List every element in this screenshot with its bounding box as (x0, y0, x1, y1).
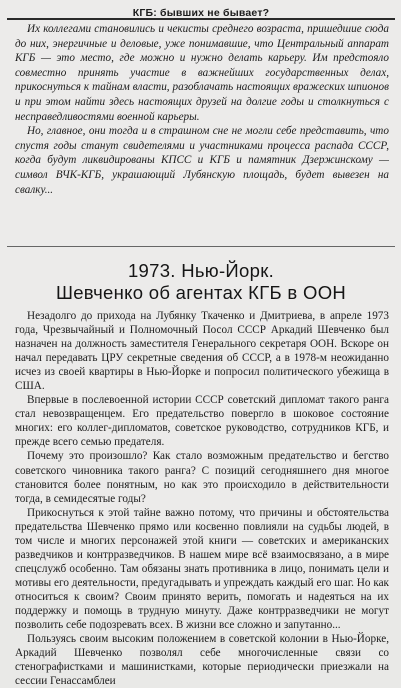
running-title: КГБ: бывших не бывает? (132, 7, 270, 19)
chapter-title-line-1: 1973. Нью-Йорк. (127, 260, 275, 281)
body-paragraph: Незадолго до прихода на Лубянку Ткаченко и Дмитриева, в апреле 1973 года, Чрезвычайный и Полномочный Посол СССР Аркадий Шевченко был назначен на должность заместителя Генерального секретаря ООН. Вскоре он начал передавать ЦРУ секретные сведения об СССР, а в 1978-м неожиданно исчез из своей квартиры в Нью-Йорке и попросил политического убежища в США. (15, 310, 389, 393)
section-divider (7, 246, 395, 247)
chapter-body (15, 309, 389, 688)
chapter-title-line-2: Шевченко об агентах КГБ в ООН (55, 282, 347, 303)
body-paragraph: Впервые в послевоенной истории СССР советский дипломат такого ранга стал невозвращенцем. Его предательство повергло в шоковое состояние многих: его коллег-дипломатов, советское руководство, сотрудников КГБ, и прежде всего семью предателя. (15, 394, 389, 449)
body-paragraph: Пользуясь своим высоким положением в советской колонии в Нью-Йорке, Аркадий Шевченко позволял себе многочисленные связи со стенографистками и машинистками, которые периодически приезжали на сессии Генассамблеи (15, 633, 389, 688)
chapter-title (10, 260, 392, 304)
body-paragraph: Почему это произошло? Как стало возможным предательство и бегство советского чиновника такого ранга? С позиций сегодняшнего дня многое становится более понятным, но как это происходило в действительности тогда, в семидесятые годы? (15, 450, 389, 505)
excerpt-paragraph: Но, главное, они тогда и в страшном сне не могли себе представить, что спустя годы станут свидетелями и участниками процесса распада СССР, когда будут ликвидированы КПСС и КГБ и памятник Дзержинскому — символ ВЧК-КГБ, украшающий Лубянскую площадь, будет вывезен на свалку... (15, 125, 389, 196)
body-paragraph: Прикоснуться к этой тайне важно потому, что причины и обстоятельства предательства Шевченко прямо или косвенно повлияли на судьбы людей, в том числе и многих персонажей этой книги — советских и американских разведчиков и контрразведчиков. В нашем мире всё взаимосвязано, а в мире спецслужб особенно. Там обязаны знать противника в лицо, понимать цели и мотивы его деятельности, предугадывать и упреждать каждый его шаг. Но как относиться к своим? Своим принято верить, помогать и надеяться на их поддержку и помощь в трудную минуту. Даже контрразведчики не могут позволить себе подозревать всех. В жизни все сложно и запутанно... (15, 506, 389, 632)
running-header (7, 3, 395, 20)
excerpt-paragraph: Их коллегами становились и чекисты среднего возраста, пришедшие сюда до них, энергичные и деловые, уже понимавшие, что Центральный аппарат КГБ — это место, где можно и нужно делать карьеру. Им предстояло совместно принять участие в важнейших государственных делах, прикоснуться к тайнам власти, разоблачать настоящих вражеских шпионов и при этом найти здесь настоящих друзей на долгие годы и столкнуться с несправедливостями военной карьеры. (15, 23, 389, 123)
italic-excerpt (15, 22, 389, 197)
